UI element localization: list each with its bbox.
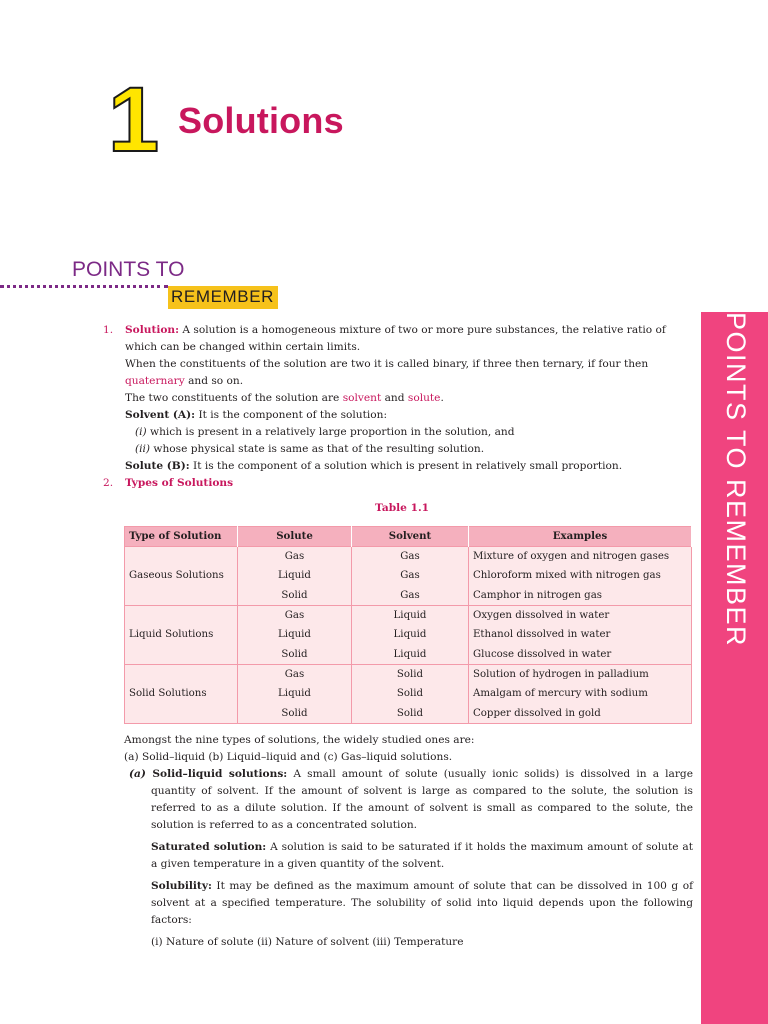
solution-text: A solution is a homogeneous mixture of two or more pure substances, the relative ratio of which can be changed within certain limits. xyxy=(125,324,666,353)
solute-definition xyxy=(125,458,693,475)
section-heading-line1: POINTS TO xyxy=(72,258,185,281)
solution-type-cell: Liquid Solutions xyxy=(125,605,238,664)
point-number: 2. xyxy=(103,477,114,489)
types-heading: Types of Solutions xyxy=(125,477,234,489)
text: When the constituents of the solution are two it is called binary, if three then ternary, if four then xyxy=(125,358,649,370)
solute-cell: Solid xyxy=(238,703,352,723)
solvent-definition xyxy=(125,407,693,424)
solution-term: Solution: xyxy=(125,324,180,336)
section-heading-line2: REMEMBER xyxy=(168,286,278,309)
example-cell: Copper dissolved in gold xyxy=(469,703,692,723)
roman-numeral: (i) xyxy=(135,426,147,438)
solute-cell: Gas xyxy=(238,605,352,625)
solution-type-cell: Gaseous Solutions xyxy=(125,547,238,606)
item-label: (a) xyxy=(129,767,146,780)
solubility-paragraph xyxy=(103,878,693,929)
after-table-types: (a) Solid–liquid (b) Liquid–liquid and (c) Gas–liquid solutions. xyxy=(124,750,453,763)
example-cell: Glucose dissolved in water xyxy=(469,644,692,664)
roman-numeral: (ii) xyxy=(135,443,151,455)
solvent-cell: Liquid xyxy=(352,605,469,625)
text: A solution is said to be saturated if it holds the maximum amount of solute at a given temperature in a given quantity of the solvent. xyxy=(151,840,694,870)
table-header: Examples xyxy=(469,527,692,547)
text: A small amount of solute (usually ionic solids) is dissolved in a large quantity of solvent. If the amount of solvent is large as compared to the solute, the solution is referred to as a dilute solution. If the amount of solvent is small as compared to the solute, the solution is referred to as a concentrated solution. xyxy=(151,767,693,831)
text: It is the component of a solution which is present in relatively small proportion. xyxy=(189,460,623,472)
constituents-line xyxy=(125,356,693,390)
highlight: solute xyxy=(407,392,441,404)
solute-cell: Liquid xyxy=(238,684,352,703)
table-header: Solute xyxy=(238,527,352,547)
table-row xyxy=(125,547,692,567)
solute-cell: Solid xyxy=(238,586,352,606)
solvent-cell: Gas xyxy=(352,547,469,567)
table-header: Type of Solution xyxy=(125,527,238,547)
solution-definition xyxy=(125,322,693,356)
point-number: 1. xyxy=(103,324,114,336)
factors-line: (i) Nature of solute (ii) Nature of solvent (iii) Temperature xyxy=(151,935,464,948)
after-table-intro: Amongst the nine types of solutions, the widely studied ones are: xyxy=(124,733,475,746)
solute-cell: Gas xyxy=(238,664,352,684)
table-header-row xyxy=(125,527,692,547)
solid-liquid-term: Solid–liquid solutions: xyxy=(145,767,288,780)
solvent-point-i xyxy=(125,424,693,441)
example-cell: Oxygen dissolved in water xyxy=(469,605,692,625)
point-2 xyxy=(103,475,693,492)
text: and xyxy=(381,392,408,404)
example-cell: Ethanol dissolved in water xyxy=(469,625,692,644)
example-cell: Solution of hydrogen in palladium xyxy=(469,664,692,684)
solutions-table xyxy=(124,526,692,724)
text: . xyxy=(440,392,444,404)
solvent-cell: Liquid xyxy=(352,625,469,644)
solvent-cell: Solid xyxy=(352,684,469,703)
solvent-cell: Gas xyxy=(352,586,469,606)
chapter-number: 1 xyxy=(108,69,160,171)
text: whose physical state is same as that of the resulting solution. xyxy=(150,443,485,455)
solid-liquid-paragraph xyxy=(124,766,693,834)
solvent-cell: Gas xyxy=(352,566,469,585)
dotted-rule xyxy=(0,285,168,288)
side-tab-label: POINTS TO REMEMBER xyxy=(721,312,751,648)
highlight: solvent xyxy=(342,392,382,404)
solute-cell: Solid xyxy=(238,644,352,664)
text: and so on. xyxy=(184,375,244,387)
text: which is present in a relatively large proportion in the solution, and xyxy=(146,426,515,438)
point-1 xyxy=(103,322,693,475)
example-cell: Amalgam of mercury with sodium xyxy=(469,684,692,703)
example-cell: Camphor in nitrogen gas xyxy=(469,586,692,606)
solvent-term: Solvent (A): xyxy=(125,409,196,421)
solute-term: Solute (B): xyxy=(125,460,190,472)
highlight: quaternary xyxy=(125,375,185,387)
solvent-point-ii xyxy=(125,441,693,458)
example-cell: Mixture of oxygen and nitrogen gases xyxy=(469,547,692,567)
text: It may be defined as the maximum amount of solute that can be dissolved in 100 g of solvent at a specified temperature. The solubility of solid into liquid depends upon the following factors: xyxy=(151,879,693,926)
solute-cell: Liquid xyxy=(238,566,352,585)
table-header: Solvent xyxy=(352,527,469,547)
saturated-paragraph xyxy=(103,839,693,873)
solubility-term: Solubility: xyxy=(151,879,212,892)
example-cell: Chloroform mixed with nitrogen gas xyxy=(469,566,692,585)
table-row xyxy=(125,664,692,684)
text: The two constituents of the solution are xyxy=(125,392,343,404)
solvent-cell: Solid xyxy=(352,703,469,723)
text: It is the component of the solution: xyxy=(195,409,388,421)
solvent-cell: Liquid xyxy=(352,644,469,664)
two-constituents-line xyxy=(125,390,693,407)
saturated-term: Saturated solution: xyxy=(151,840,267,853)
solute-cell: Liquid xyxy=(238,625,352,644)
solution-type-cell: Solid Solutions xyxy=(125,664,238,723)
solute-cell: Gas xyxy=(238,547,352,567)
solvent-cell: Solid xyxy=(352,664,469,684)
main-content xyxy=(103,322,693,951)
table-caption: Table 1.1 xyxy=(374,502,430,514)
chapter-title: Solutions xyxy=(178,100,344,141)
table-row xyxy=(125,605,692,625)
